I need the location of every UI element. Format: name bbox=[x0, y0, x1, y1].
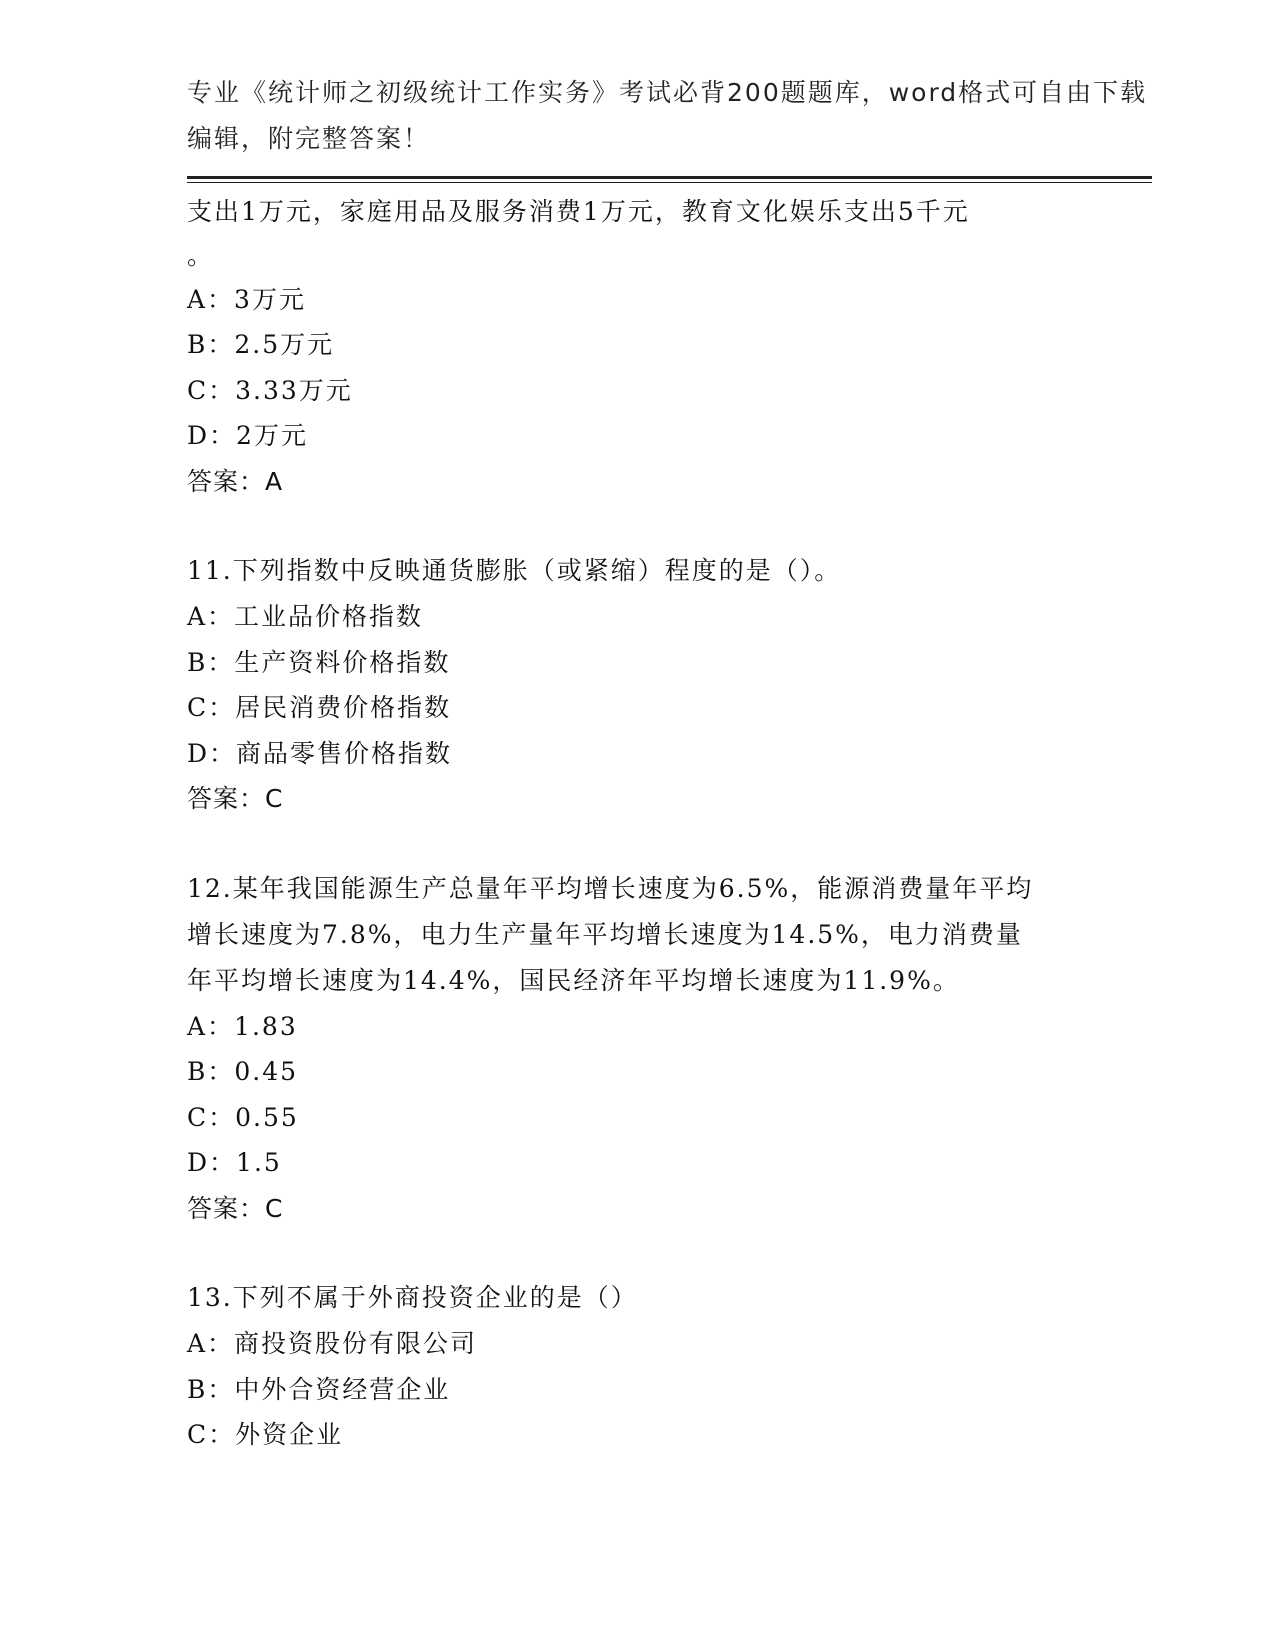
question-11 bbox=[187, 548, 1087, 822]
question-continuation bbox=[187, 189, 1087, 504]
option-a: A：商投资股份有限公司 bbox=[187, 1329, 478, 1358]
header-divider-thin bbox=[187, 182, 1152, 183]
option-b: B：0.45 bbox=[187, 1057, 299, 1086]
option-b: B：中外合资经营企业 bbox=[187, 1374, 451, 1404]
header-divider-thick bbox=[187, 176, 1152, 179]
question-12 bbox=[187, 866, 1087, 1232]
option-b: B：生产资料价格指数 bbox=[187, 647, 451, 677]
option-d: D：1.5 bbox=[187, 1148, 282, 1177]
answer-line: 答案：C bbox=[187, 1193, 284, 1223]
question-text-line: 13.下列不属于外商投资企业的是（） bbox=[187, 1283, 638, 1312]
question-text-line: 年平均增长速度为14.4%，国民经济年平均增长速度为11.9%。 bbox=[187, 965, 960, 995]
option-c: C：外资企业 bbox=[187, 1420, 344, 1449]
question-text-line: 增长速度为7.8%，电力生产量年平均增长速度为14.5%，电力消费量 bbox=[187, 919, 1023, 949]
option-d: D：商品零售价格指数 bbox=[187, 738, 453, 768]
option-c: C：0.55 bbox=[187, 1102, 299, 1132]
question-13 bbox=[187, 1275, 1087, 1458]
document-header bbox=[187, 70, 1148, 161]
spacer bbox=[187, 504, 1087, 548]
option-b: B：2.5万元 bbox=[187, 330, 335, 359]
header-line-1: 专业《统计师之初级统计工作实务》考试必背200题题库，word格式可自由下载 bbox=[187, 78, 1148, 107]
header-line-2: 编辑，附完整答案！ bbox=[187, 123, 431, 153]
option-a: A：1.83 bbox=[187, 1011, 298, 1041]
answer-line: 答案：A bbox=[187, 466, 284, 496]
option-a: A：3万元 bbox=[187, 284, 306, 314]
question-text-line: 12.某年我国能源生产总量年平均增长速度为6.5%，能源消费量年平均 bbox=[187, 873, 1034, 903]
option-a: A：工业品价格指数 bbox=[187, 602, 424, 631]
option-c: C：3.33万元 bbox=[187, 375, 353, 405]
spacer bbox=[187, 822, 1087, 866]
question-text-line: 支出1万元，家庭用品及服务消费1万元，教育文化娱乐支出5千元 bbox=[187, 197, 970, 226]
question-text-line: 。 bbox=[187, 240, 215, 270]
document-body bbox=[187, 189, 1087, 1458]
spacer bbox=[187, 1231, 1087, 1275]
option-c: C：居民消费价格指数 bbox=[187, 693, 452, 722]
question-text-line: 11.下列指数中反映通货膨胀（或紧缩）程度的是（）。 bbox=[187, 556, 842, 585]
answer-line: 答案：C bbox=[187, 784, 284, 813]
option-d: D：2万元 bbox=[187, 421, 308, 450]
